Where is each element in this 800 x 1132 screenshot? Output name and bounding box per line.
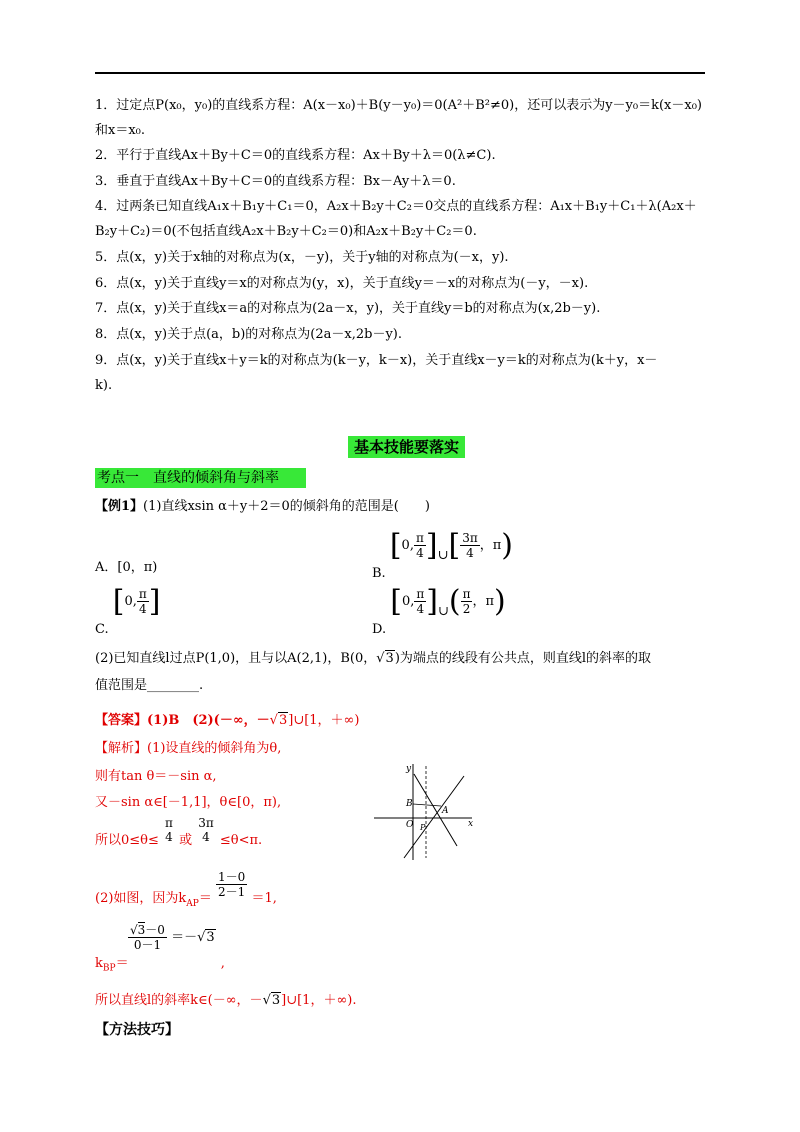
kbp-equals: ＝－: [171, 930, 198, 945]
summary-line-9b: k).: [95, 378, 113, 393]
example-tag: 【例1】: [95, 499, 144, 514]
frac-den: 4: [165, 830, 173, 844]
answer-post: ]∪[1，＋∞): [288, 713, 360, 728]
segment-ab: [413, 804, 441, 806]
solution-step-6: [95, 992, 356, 1009]
summary-line-8: 8．点(x，y)关于点(a，b)的对称点为(2a－x,2b－y).: [95, 327, 403, 342]
subscript-bp: BP: [102, 963, 116, 974]
kbp-eq: ＝: [115, 956, 129, 971]
kbp-num-post: －0: [145, 923, 165, 937]
x-label: x: [468, 819, 474, 829]
point-p-label: P: [420, 823, 426, 832]
frac-den: 4: [416, 546, 424, 560]
point-a-label: A: [442, 806, 449, 816]
sqrt-sign: √: [130, 923, 138, 937]
solution-step-2: 又－sin α∈[－1,1]，θ∈[0，π),: [95, 795, 282, 810]
step-4-pre: (2)如图，因为k: [95, 891, 187, 906]
step-3-post: ≤θ<π.: [219, 832, 263, 848]
summary-line-1b: 和x＝x₀.: [95, 123, 146, 138]
sqrt-radicand: 3: [206, 930, 215, 945]
frac-num: π: [165, 816, 173, 830]
analysis-line: 【解析】(1)设直线的倾斜角为θ,: [95, 741, 282, 756]
interval-zero: 0,: [124, 594, 137, 609]
sqrt-3: [263, 992, 282, 1009]
answer-line: [95, 712, 359, 729]
sqrt-sign: √: [197, 930, 206, 945]
kbp-k: k: [95, 956, 103, 971]
sqrt-sign: √: [376, 651, 385, 666]
sqrt-radicand: 3: [385, 651, 394, 666]
frac-den: 0－1: [133, 938, 162, 952]
frac-den: 4: [139, 602, 147, 616]
origin-label: O: [406, 820, 414, 830]
sqrt-radicand: 3: [137, 923, 146, 937]
option-b: B. [0, $\frac{\pi}{4}$ ]∪[ $\frac{3\pi}{4}$ ，π): [372, 528, 513, 581]
option-c-label: C.: [95, 622, 109, 637]
frac-num: π: [416, 587, 425, 601]
summary-line-4a: 4．过两条已知直线A₁x＋B₁y＋C₁＝0，A₂x＋B₂y＋C₂＝0交点的直线系方程：A₁x＋B₁y＋C₁＋λ(A₂x＋: [95, 199, 697, 214]
step-6-pre: 所以直线l的斜率k∈(－∞，－: [95, 993, 263, 1008]
frac-den: 4: [202, 830, 210, 844]
section-title: 基本技能要落实: [348, 436, 465, 458]
solution-step-4: [95, 870, 277, 909]
equals: ＝: [198, 891, 212, 906]
option-a: A．[0，π): [95, 560, 158, 575]
step-4-post: ＝1,: [251, 891, 277, 906]
interval-zero: 0,: [401, 594, 415, 609]
coordinate-figure: [372, 762, 476, 862]
topic-heading: 考点一 直线的倾斜角与斜率: [95, 468, 306, 488]
kbp-comma: ,: [220, 956, 225, 971]
interval-end: ，π: [472, 594, 495, 609]
kbp-formula: [128, 923, 216, 952]
question-2-line-b: 值范围是________.: [95, 678, 204, 693]
sqrt-3: [270, 712, 289, 729]
frac-den: 2: [462, 602, 471, 616]
point-b-label: B: [406, 799, 413, 809]
sqrt-3: [197, 929, 216, 946]
frac-den: 4: [416, 602, 425, 616]
frac-num: π: [462, 587, 471, 601]
sqrt-sign: √: [262, 993, 271, 1008]
step-3-mid: 或: [179, 832, 193, 848]
interval-end: ，π: [479, 538, 502, 553]
question-1-text: (1)直线xsin α＋y＋2＝0的倾斜角的范围是( ): [143, 499, 430, 514]
union-symbol: ∪: [437, 604, 449, 619]
summary-line-6: 6．点(x，y)关于直线y＝x的对称点为(y，x)，关于直线y＝－x的对称点为(－y，－x).: [95, 276, 589, 291]
top-rule: [95, 72, 705, 74]
frac-num: 3π: [198, 816, 214, 830]
step-6-post: ]∪[1，＋∞).: [281, 993, 357, 1008]
y-label: y: [406, 764, 412, 774]
frac-num: 3π: [462, 531, 478, 545]
option-b-label: B.: [372, 566, 386, 581]
option-d: D. [0, $\frac{\pi}{4}$ ]∪( $\frac{\pi}{2}$ ，π): [372, 584, 506, 637]
summary-line-5: 5．点(x，y)关于x轴的对称点为(x，－y)，关于y轴的对称点为(－x，y).: [95, 250, 509, 265]
union-symbol: ∪: [437, 548, 449, 563]
solution-step-3: [95, 816, 263, 848]
question-2-line-a: [95, 650, 651, 667]
frac-den: 2－1: [218, 885, 246, 899]
example-question-1: [95, 498, 430, 515]
summary-line-2: 2．平行于直线Ax＋By＋C＝0的直线系方程：Ax＋By＋λ＝0(λ≠C).: [95, 148, 496, 163]
frac-num: π: [415, 531, 424, 545]
subscript-ap: AP: [186, 898, 199, 909]
summary-line-9a: 9．点(x，y)关于直线x＋y＝k的对称点为(k－y，k－x)，关于直线x－y＝k的对称点为(k＋y，x－: [95, 353, 658, 368]
sqrt-radicand: 3: [278, 713, 288, 728]
sqrt-sign: √: [269, 713, 278, 728]
option-d-label: D.: [372, 622, 387, 637]
summary-line-3: 3．垂直于直线Ax＋By＋C＝0的直线系方程：Bx－Ay＋λ＝0.: [95, 174, 456, 189]
question-2-post: )为端点的线段有公共点，则直线l的斜率的取: [394, 651, 652, 666]
frac-num: π: [138, 587, 147, 601]
sqrt-3: [376, 650, 395, 667]
option-c: C. [0, $\frac{\pi}{4}$ ]: [95, 584, 161, 637]
summary-line-1a: 1．过定点P(x₀，y₀)的直线系方程：A(x－x₀)＋B(y－y₀)＝0(A²＋B²≠0)，还可以表示为y－y₀＝k(x－x₀): [95, 98, 703, 113]
summary-line-4b: B₂y＋C₂)＝0(不包括直线A₂x＋B₂y＋C₂＝0)和A₂x＋B₂y＋C₂＝0.: [95, 224, 477, 239]
sqrt-radicand: 3: [271, 993, 281, 1008]
answer-pre: 【答案】(1)B (2)(－∞，－: [95, 713, 270, 728]
solution-step-1: 则有tan θ＝－sin α,: [95, 769, 217, 784]
step-3-pre: 所以0≤θ≤: [95, 832, 159, 848]
question-2-pre: (2)已知直线l过点P(1,0)，且与以A(2,1)，B(0，: [95, 651, 377, 666]
frac-den: 4: [466, 546, 474, 560]
method-heading: 【方法技巧】: [95, 1022, 179, 1038]
interval-zero: 0,: [401, 538, 414, 553]
summary-line-7: 7．点(x，y)关于直线x＝a的对称点为(2a－x，y)，关于直线y＝b的对称点为(x,2b－y).: [95, 301, 601, 316]
frac-num: 1－0: [218, 870, 246, 884]
kbp-label: [95, 955, 225, 978]
